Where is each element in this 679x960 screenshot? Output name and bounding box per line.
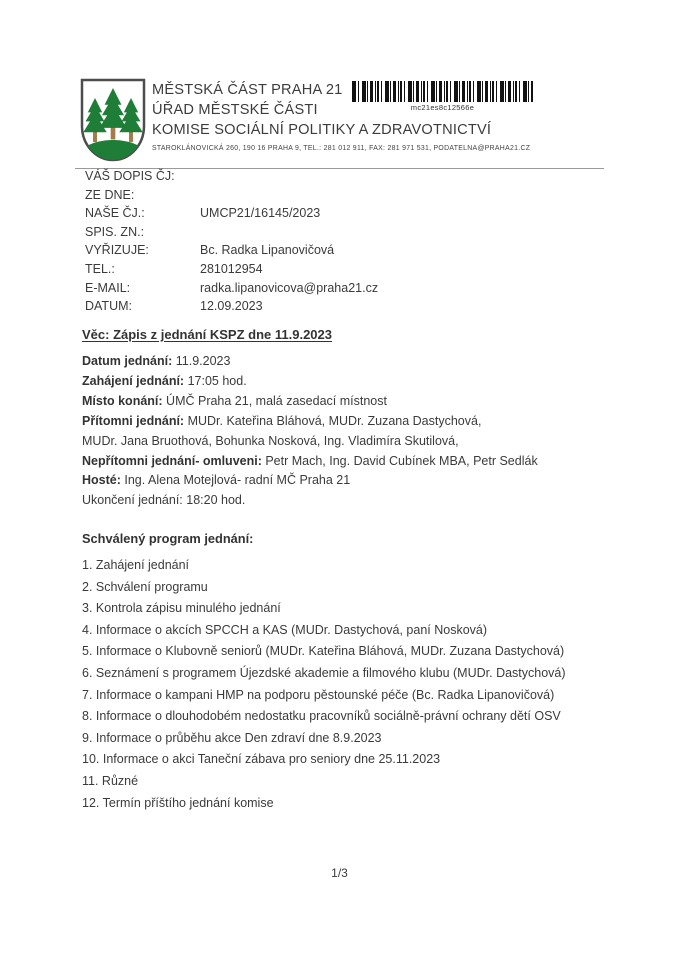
- program-item-7: 7. Informace o kampani HMP na podporu pěstounské péče (Bc. Radka Lipanovičová): [82, 687, 555, 702]
- ref-label: VÁŠ DOPIS ČJ:: [85, 169, 175, 183]
- ref-row-tel: [85, 260, 378, 279]
- detail-label: Zahájení jednání:: [82, 373, 185, 388]
- coat-of-arms-icon: [80, 78, 146, 162]
- detail-pritomni-cont: [82, 432, 538, 452]
- detail-ukonceni: [82, 491, 538, 511]
- ref-label: NAŠE ČJ.:: [85, 206, 145, 221]
- ref-row-email: [85, 279, 378, 298]
- ref-value: UMCP21/16145/2023: [200, 206, 321, 221]
- org-name-line1: MĚSTSKÁ ČÁST PRAHA 21: [152, 82, 343, 98]
- detail-hoste: [82, 471, 538, 491]
- detail-nepritomni: [82, 452, 538, 472]
- detail-label: Přítomni jednání:: [82, 413, 185, 428]
- program-item-3: 3. Kontrola zápisu minulého jednání: [82, 601, 281, 616]
- detail-label: Datum jednání:: [82, 354, 173, 368]
- program-item-11: 11. Různé: [82, 773, 139, 788]
- detail-text: MUDr. Kateřina Bláhová, MUDr. Zuzana Dastychová,: [184, 413, 482, 428]
- ref-value: Bc. Radka Lipanovičová: [200, 243, 335, 258]
- detail-text: Ukončení jednání: 18:20 hod.: [82, 493, 246, 508]
- ref-value: 281012954: [200, 261, 263, 276]
- ref-label: E-MAIL:: [85, 280, 131, 295]
- detail-datum-jednani: [82, 352, 538, 372]
- barcode: [352, 81, 533, 112]
- ref-row-ze-dne: [85, 186, 378, 205]
- barcode-bars-icon: [352, 81, 533, 102]
- ref-row-datum: [85, 297, 378, 316]
- program-item-9: 9. Informace o průběhu akce Den zdraví dne 8.9.2023: [82, 730, 382, 745]
- ref-row-vas-dopis: [85, 167, 378, 186]
- detail-label: Místo konání:: [82, 393, 163, 408]
- program-heading: Schválený program jednání:: [82, 531, 254, 546]
- ref-label: SPIS. ZN.:: [85, 224, 145, 239]
- ref-label: DATUM:: [85, 299, 132, 314]
- program-item-4: 4. Informace o akcích SPCCH a KAS (MUDr. Dastychová, paní Nosková): [82, 622, 488, 637]
- ref-value: [200, 167, 378, 186]
- program-list: [82, 555, 566, 814]
- detail-text: Petr Mach, Ing. David Cubínek MBA, Petr Sedlák: [261, 453, 538, 468]
- detail-label: Hosté:: [82, 473, 121, 488]
- detail-pritomni: [82, 412, 538, 432]
- program-item-6: 6. Seznámení s programem Újezdské akademie a filmového klubu (MUDr. Dastychová): [82, 665, 566, 680]
- ref-value: [200, 186, 378, 205]
- org-name-line3: KOMISE SOCIÁLNÍ POLITIKY A ZDRAVOTNICTVÍ: [152, 122, 492, 138]
- detail-text: 17:05 hod.: [184, 373, 247, 388]
- ref-value: [200, 223, 378, 242]
- meeting-details: [82, 352, 538, 511]
- org-address-line: STAROKLÁNOVICKÁ 260, 190 16 PRAHA 9, TEL.: 281 012 911, FAX: 281 971 531, PODATELNA@PRAHA21.CZ: [152, 145, 531, 152]
- detail-text: ÚMČ Praha 21, malá zasedací místnost: [162, 393, 387, 408]
- ref-row-spis-zn: [85, 223, 378, 242]
- detail-misto: [82, 392, 538, 412]
- program-item-1: 1. Zahájení jednání: [82, 558, 190, 572]
- ref-label: TEL.:: [85, 261, 115, 276]
- detail-text: Ing. Alena Motejlová- radní MČ Praha 21: [120, 473, 351, 488]
- program-item-12: 12. Termín příštího jednání komise: [82, 795, 274, 810]
- ref-value: radka.lipanovicova@praha21.cz: [200, 280, 379, 295]
- detail-text: MUDr. Jana Bruothová, Bohunka Nosková, Ing. Vladimíra Skutilová,: [82, 433, 459, 448]
- org-name-line2: ÚŘAD MĚSTSKÉ ČÁSTI: [152, 102, 318, 118]
- detail-text: 11.9.2023: [172, 354, 231, 368]
- ref-row-vyrizuje: [85, 241, 378, 260]
- ref-label: ZE DNE:: [85, 187, 135, 202]
- page-number: 1/3: [331, 866, 348, 880]
- detail-label: Nepřítomni jednání- omluveni:: [82, 453, 262, 468]
- program-item-10: 10. Informace o akci Taneční zábava pro seniory dne 25.11.2023: [82, 752, 441, 767]
- barcode-caption: mc21es8c12566e: [410, 103, 475, 112]
- ref-row-nase-cj: [85, 204, 378, 223]
- program-item-2: 2. Schválení programu: [82, 579, 208, 594]
- program-item-5: 5. Informace o Klubovně seniorů (MUDr. Kateřina Bláhová, MUDr. Zuzana Dastychová): [82, 644, 565, 659]
- subject-line: Věc: Zápis z jednání KSPZ dne 11.9.2023: [82, 327, 332, 342]
- detail-zahajeni: [82, 372, 538, 392]
- program-item-8: 8. Informace o dlouhodobém nedostatku pracovníků sociálně-právní ochrany dětí OSV: [82, 709, 561, 724]
- ref-label: VYŘIZUJE:: [85, 243, 149, 258]
- ref-value: 12.09.2023: [200, 299, 263, 314]
- reference-block: [85, 167, 378, 316]
